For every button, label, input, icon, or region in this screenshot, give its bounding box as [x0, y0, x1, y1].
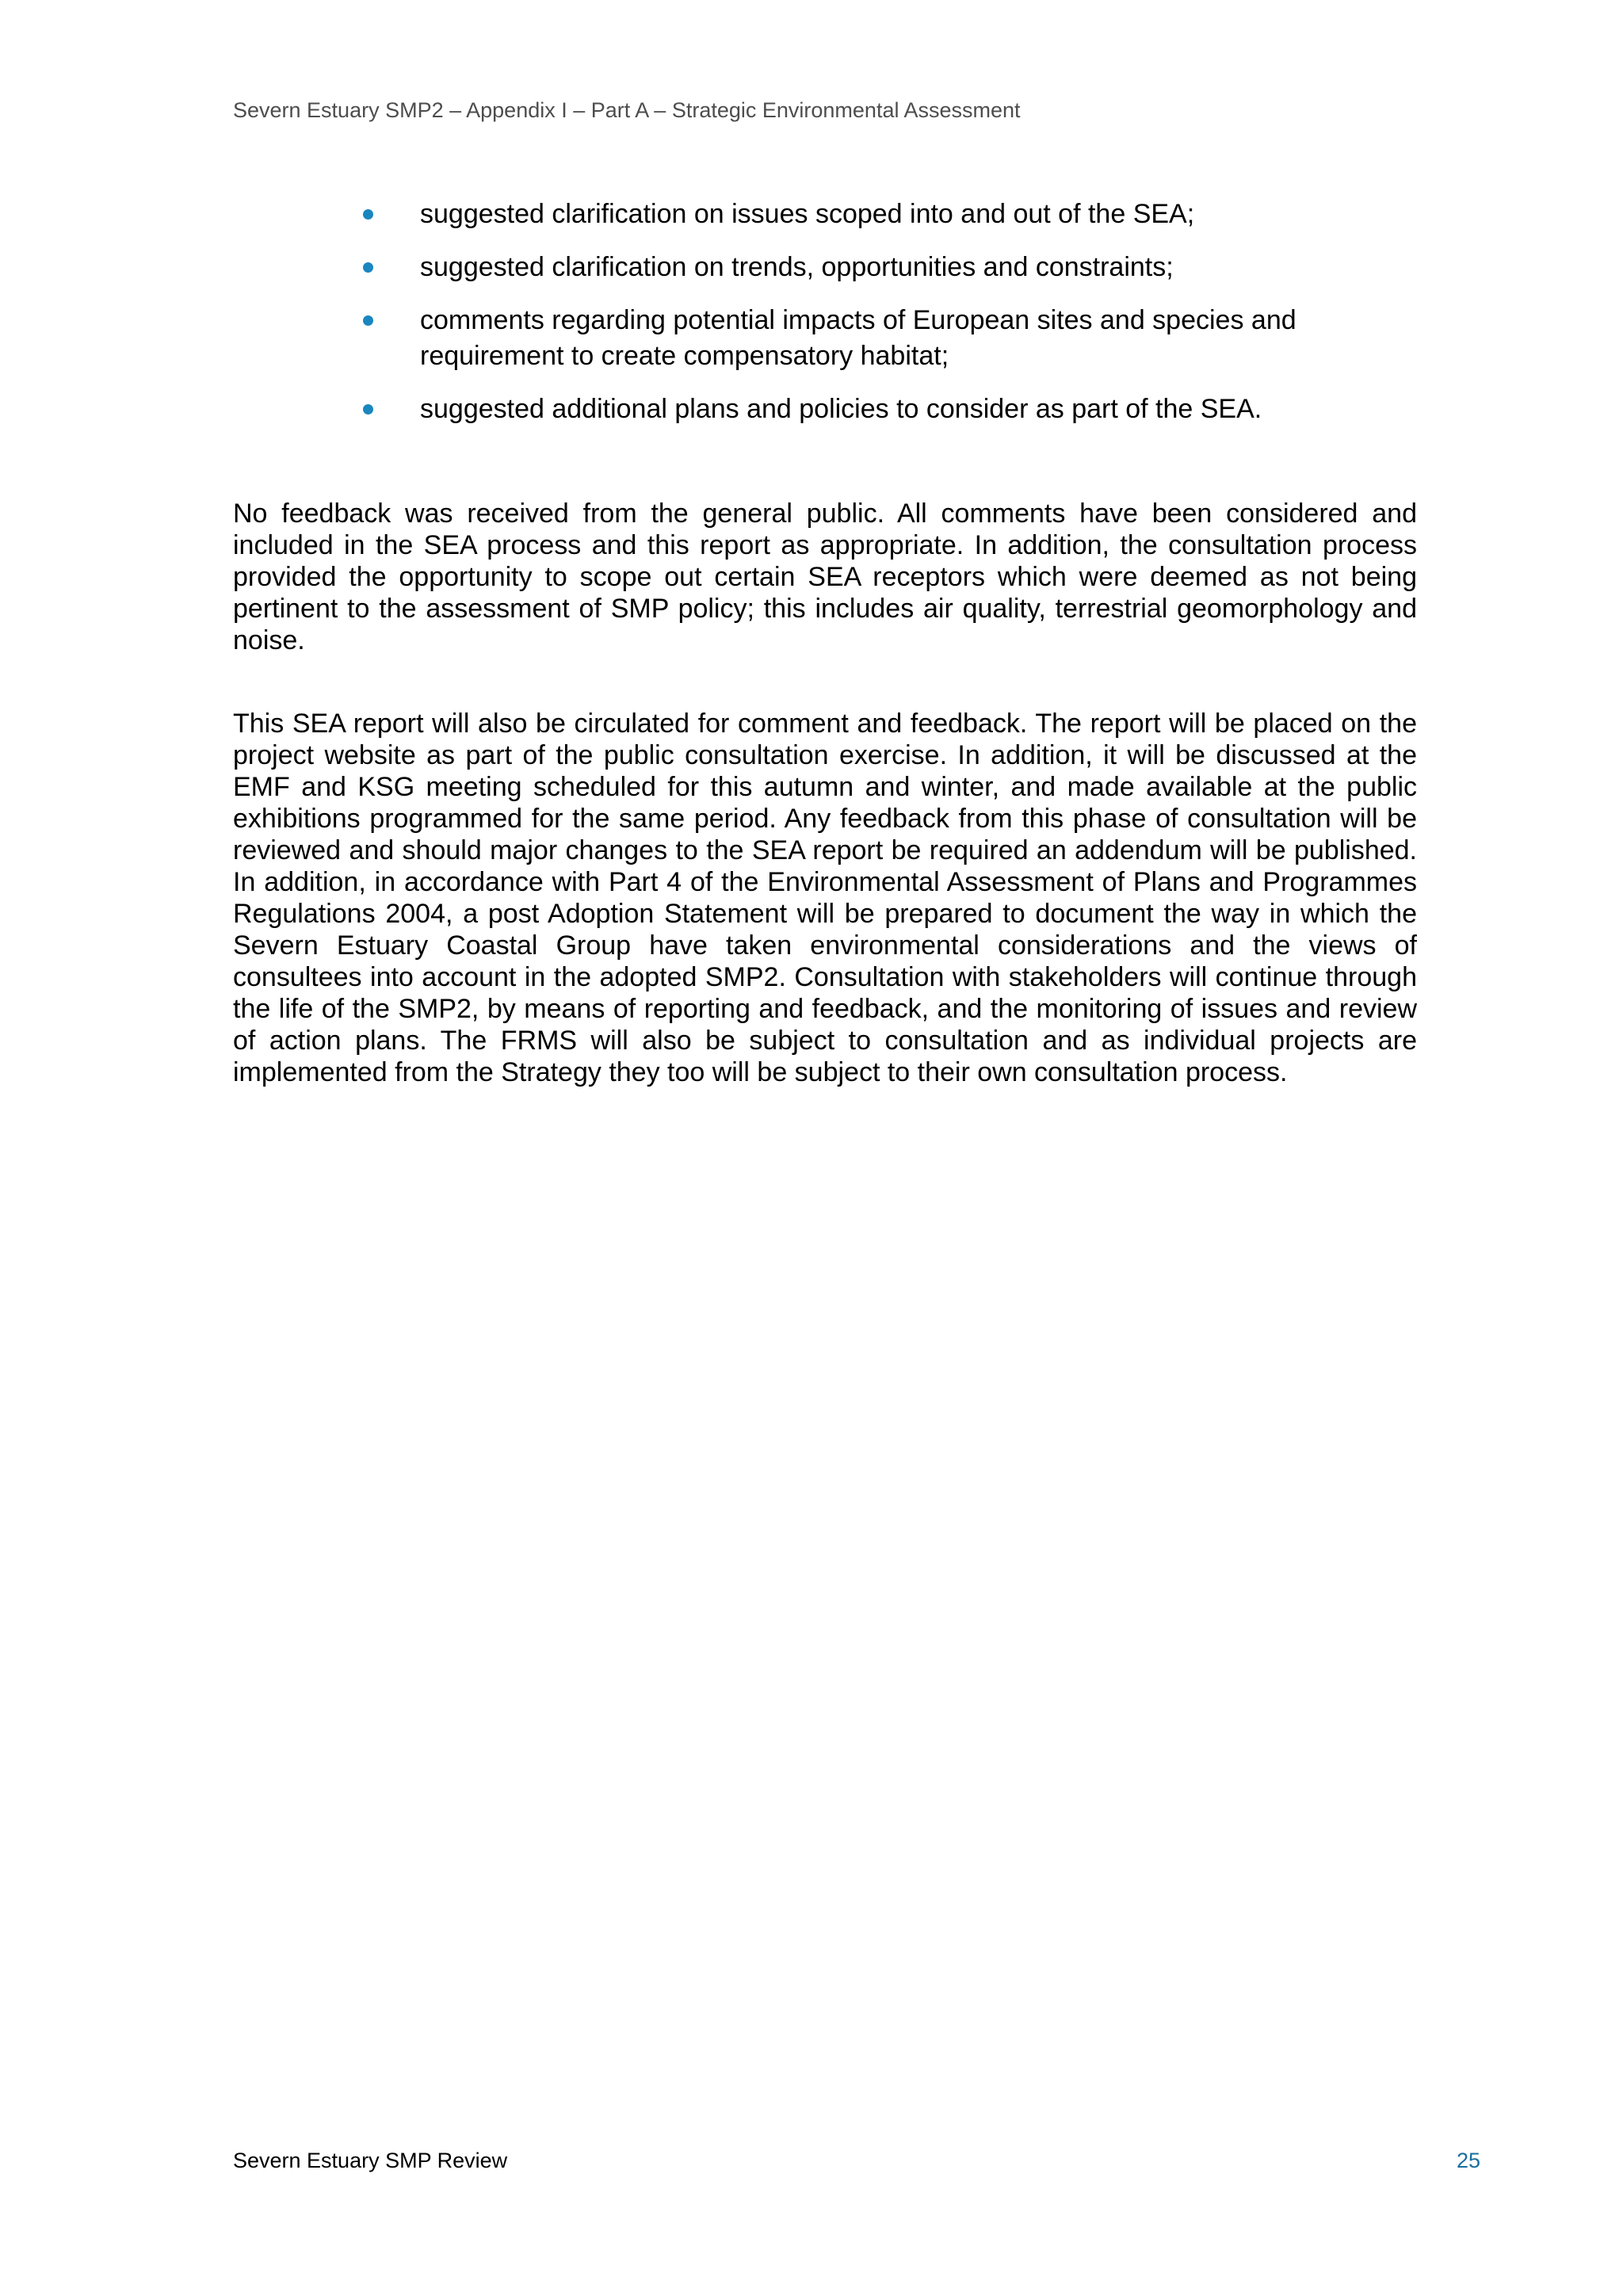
footer-document-name: Severn Estuary SMP Review	[233, 2149, 508, 2172]
list-item-text: suggested clarification on issues scoped into and out of the SEA;	[420, 199, 1195, 229]
list-item-text: comments regarding potential impacts of European sites and species and requirement to create compensatory habitat;	[420, 305, 1296, 371]
list-item	[363, 303, 1393, 374]
list-item-text: suggested additional plans and policies to consider as part of the SEA.	[420, 394, 1262, 424]
list-item	[363, 250, 1393, 285]
list-item	[363, 392, 1393, 427]
body-paragraph: No feedback was received from the general public. All comments have been considered and included in the SEA process and this report as appropriate. In addition, the consultation process provided the opportunity to scope out certain SEA receptors which were deemed as not being pertinent to the assessment of SMP policy; this includes air quality, terrestrial geomorphology and noise.	[233, 499, 1417, 655]
bullet-icon	[363, 315, 373, 326]
running-header: Severn Estuary SMP2 – Appendix I – Part A – Strategic Environmental Assessment	[233, 98, 1021, 122]
bullet-icon	[363, 404, 373, 415]
body-paragraph: This SEA report will also be circulated for comment and feedback. The report will be placed on the project website as part of the public consultation exercise. In addition, it will be discussed at the EMF and KSG meeting scheduled for this autumn and winter, and made available at the public exhibitions programmed for the same period. Any feedback from this phase of consultation will be reviewed and should major changes to the SEA report be required an addendum will be published. In addition, in accordance with Part 4 of the Environmental Assessment of Plans and Programmes Regulations 2004, a post Adoption Statement will be prepared to document the way in which the Severn Estuary Coastal Group have taken environmental considerations and the views of consultees into account in the adopted SMP2. Consultation with stakeholders will continue through the life of the SMP2, by means of reporting and feedback, and the monitoring of issues and review of action plans. The FRMS will also be subject to consultation and as individual projects are implemented from the Strategy they too will be subject to their own consultation process.	[233, 709, 1417, 1087]
page-number: 25	[1456, 2149, 1480, 2172]
bullet-list	[363, 197, 1393, 445]
bullet-icon	[363, 209, 373, 220]
list-item	[363, 197, 1393, 232]
list-item-text: suggested clarification on trends, opportunities and constraints;	[420, 252, 1174, 282]
bullet-icon	[363, 262, 373, 273]
